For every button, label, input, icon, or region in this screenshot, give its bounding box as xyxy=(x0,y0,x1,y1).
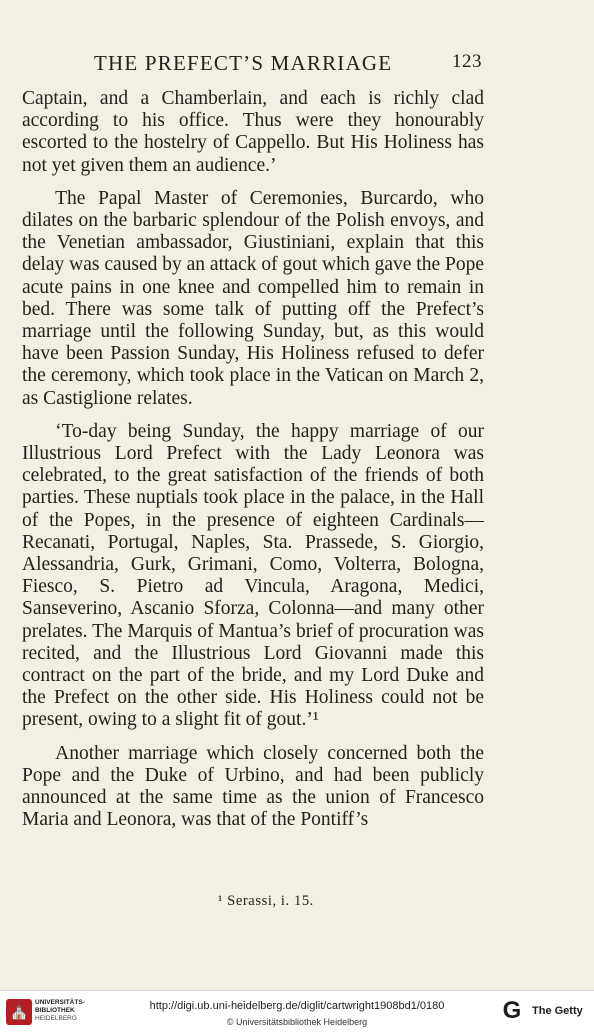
library-name-line: HEIDELBERG xyxy=(35,1015,77,1022)
copyright-notice: © Universitätsbibliothek Heidelberg xyxy=(226,1017,368,1027)
paragraph-2: The Papal Master of Ceremonies, Burcardo, who dilates on the barbaric splendour of the Polish envoys, and the Venetian ambassador, Giustiniani, explain that this delay was caused by an attack of gout which gave the Pope acute pains in one knee and compelled him to remain in bed. There was some talk of putting off the Prefect’s marriage until the following Sunday, but, as this would have been Passion Sunday, His Holiness refused to defer the ceremony, which took place in the Vatican on March 2, as Castiglione relates. xyxy=(22,187,484,409)
body-text xyxy=(22,88,484,832)
heidelberg-logo-icon[interactable]: ⛪ xyxy=(6,999,32,1025)
partner-name[interactable]: The Getty xyxy=(532,1005,583,1017)
paragraph-1: Captain, and a Chamberlain, and each is richly clad according to his office. Thus were they honourably escorted to the hostelry of Cappello. But His Holiness has not yet given them an audience.’ xyxy=(22,88,484,176)
viewer-footer xyxy=(0,990,594,1035)
library-name-line: BIBLIOTHEK xyxy=(35,1007,75,1014)
running-head xyxy=(0,51,594,81)
paragraph-4: Another marriage which closely concerned both the Pope and the Duke of Urbino, and had been publicly announced at the same time as the union of Francesco Maria and Leonora, was that of the Pontiff’s xyxy=(22,742,484,831)
running-title: THE PREFECT’S MARRIAGE xyxy=(94,51,393,75)
getty-logo-icon[interactable]: G xyxy=(502,997,522,1024)
library-name-line: UNIVERSITÄTS- xyxy=(35,999,85,1006)
page-number: 123 xyxy=(452,51,482,72)
footnote: ¹ Serassi, i. 15. xyxy=(218,893,314,909)
paragraph-3: ‘To-day being Sunday, the happy marriage of our Illustrious Lord Prefect with the Lady Leonora was celebrated, to the great satisfaction of the friends of both parties. These nuptials took place in the palace, in the Hall of the Popes, in the presence of eighteen Cardinals—Recanati, Portugal, Naples, Sta. Prassede, S. Giorgio, Alessandria, Gurk, Grimani, Como, Volterra, Bologna, Fiesco, S. Pietro ad Vincula, Aragona, Medici, Sanseverino, Ascanio Sforza, Colonna—and many other prelates. The Marquis of Mantua’s brief of procuration was recited, and the Illustrious Lord Giovanni made this contract on the part of the bride, and my Lord Duke and the Prefect on the other side. His Holiness could not be present, owing to a slight fit of gout.’¹ xyxy=(22,420,484,731)
permalink[interactable]: http://digi.ub.uni-heidelberg.de/diglit/cartwright1908bd1/0180 xyxy=(149,1000,445,1012)
